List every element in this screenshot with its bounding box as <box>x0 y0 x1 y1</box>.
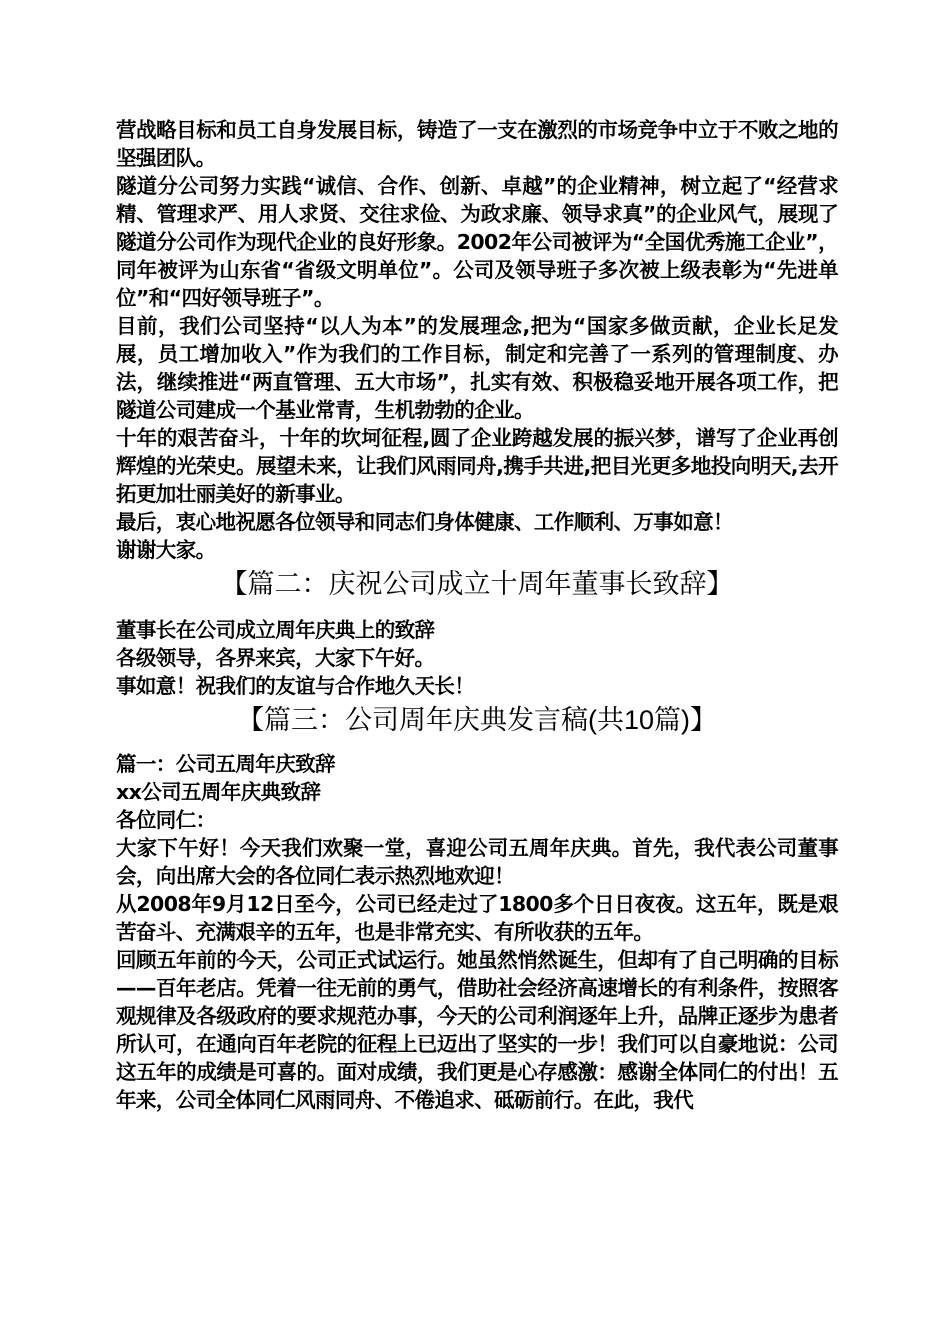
body-paragraph: xx公司五周年庆典致辞 <box>116 780 321 804</box>
body-paragraph: 从2008年9月12日至今，公司已经走过了1800多个日日夜夜。这五年，既是艰苦奋斗、充满艰辛的五年，也是非常充实、有所收获的五年。 <box>116 892 838 944</box>
body-paragraph: 篇一：公司五周年庆致辞 <box>116 752 335 776</box>
body-paragraph: 回顾五年前的今天，公司正式试运行。她虽然悄然诞生，但却有了自己明确的目标——百年老店。凭着一往无前的勇气，借助社会经济高速增长的有利条件，按照客观规律及各级政府的要求规范办事，今天的公司利润逐年上升，品牌正逐步为患者所认可，在通向百年老院的征程上已迈出了坚实的一步！我们可以自豪地说：公司这五年的成绩是可喜的。面对成绩，我们更是心存感激：感谢全体同仁的付出！五年来，公司全体同仁风雨同舟、不倦追求、砥砺前行。在此，我代 <box>116 948 838 1112</box>
section-heading-3: 【篇三：公司周年庆典发言稿(共10篇)】 <box>236 705 717 735</box>
body-paragraph: 隧道分公司努力实践“诚信、合作、创新、卓越”的企业精神，树立起了“经营求精、管理求严、用人求贤、交往求俭、为政求廉、领导求真”的企业风气，展现了隧道分公司作为现代企业的良好形象。2002年公司被评为“全国优秀施工企业”，同年被评为山东省“省级文明单位”。公司及领导班子多次被上级表彰为“先进单位”和“四好领导班子”。 <box>116 174 838 310</box>
section-heading-2: 【篇二：庆祝公司成立十周年董事长致辞】 <box>220 569 734 599</box>
body-paragraph: 各级领导，各界来宾，大家下午好。 <box>116 646 435 670</box>
body-paragraph: 营战略目标和员工自身发展目标，铸造了一支在激烈的市场竞争中立于不败之地的坚强团队。 <box>116 118 838 170</box>
body-paragraph: 董事长在公司成立周年庆典上的致辞 <box>116 618 435 642</box>
document-page <box>116 116 838 1114</box>
body-paragraph: 谢谢大家。 <box>116 538 216 562</box>
body-paragraph: 事如意！祝我们的友谊与合作地久天长！ <box>116 674 475 698</box>
body-paragraph: 最后，衷心地祝愿各位领导和同志们身体健康、工作顺利、万事如意！ <box>116 510 733 534</box>
body-paragraph: 目前，我们公司坚持“以人为本”的发展理念,把为“国家多做贡献，企业长足发展，员工增加收入”作为我们的工作目标，制定和完善了一系列的管理制度、办法，继续推进“两直管理、五大市场”，扎实有效、积极稳妥地开展各项工作，把隧道公司建成一个基业常青，生机勃勃的企业。 <box>116 314 838 422</box>
body-paragraph: 大家下午好！今天我们欢聚一堂，喜迎公司五周年庆典。首先，我代表公司董事会，向出席大会的各位同仁表示热烈地欢迎！ <box>116 836 838 888</box>
body-paragraph: 十年的艰苦奋斗，十年的坎坷征程,圆了企业跨越发展的振兴梦，谱写了企业再创辉煌的光荣史。展望未来，让我们风雨同舟,携手共进,把目光更多地投向明天,去开拓更加壮丽美好的新事业。 <box>116 426 838 506</box>
body-paragraph: 各位同仁： <box>116 808 216 832</box>
